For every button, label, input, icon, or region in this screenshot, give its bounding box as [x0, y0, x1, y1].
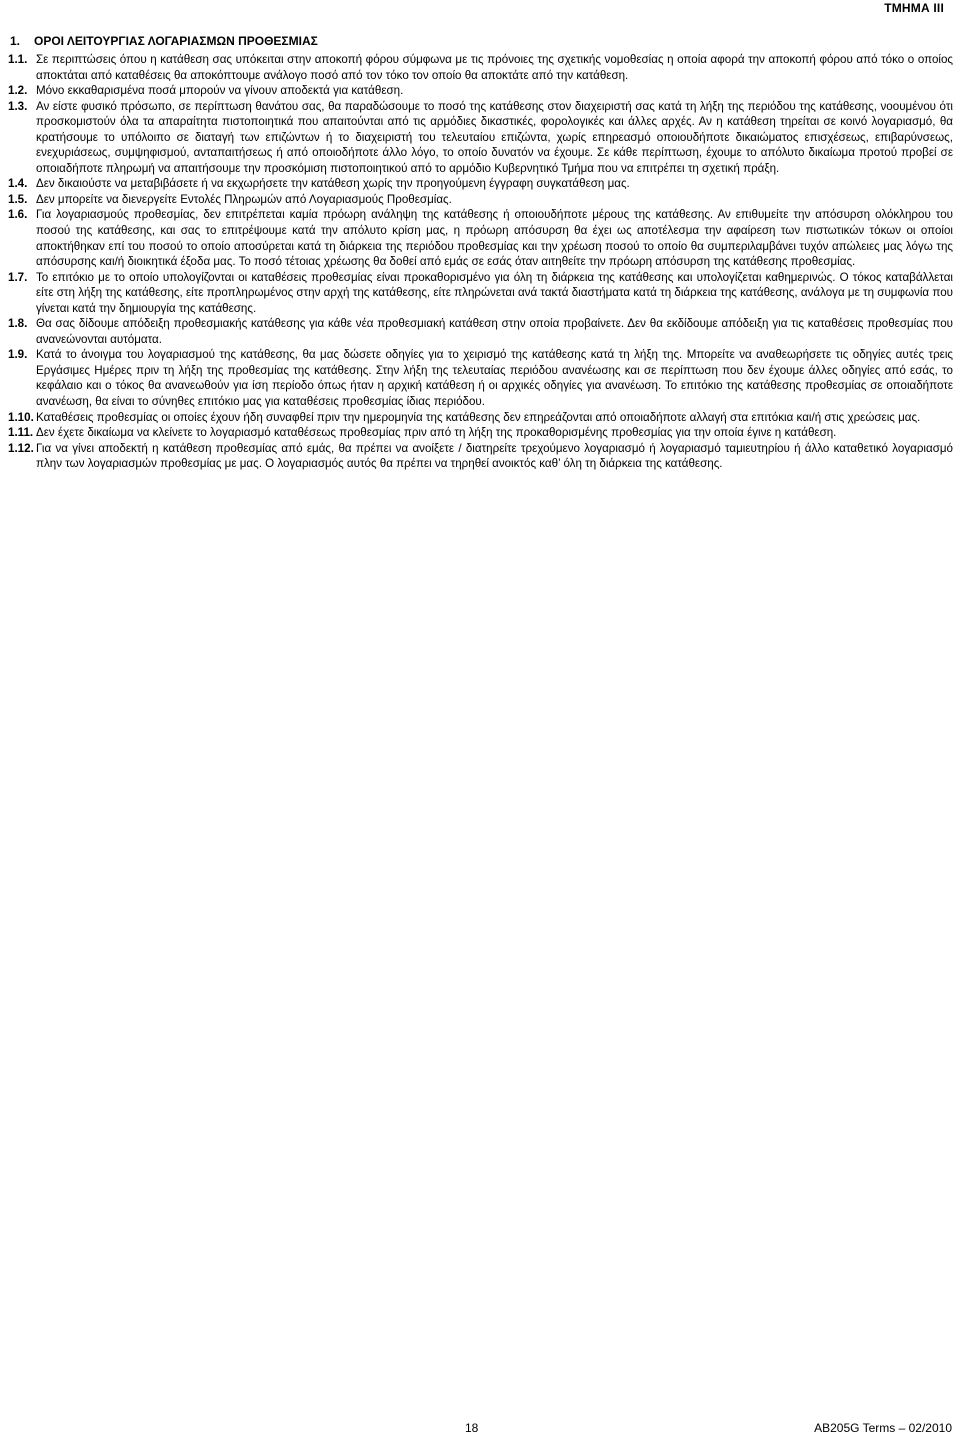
clause-number: 1.1.	[8, 53, 28, 66]
clause-1-11	[8, 425, 953, 441]
clause-number: 1.5.	[8, 192, 28, 206]
clause-text: Για να γίνει αποδεκτή η κατάθεση προθεσμίας από εμάς, θα πρέπει να ανοίξετε / διατηρείτε τρεχούμενο λογαριασμό ή λογαριασμό ταμιευτηρίου ή άλλο καταθετικό λογαριασμό πλην των λογαριασμών προθεσμίας με μας. Ο λογαριασμός αυτός θα πρέπει να τηρηθεί ανοικτός καθ’ όλη τη διάρκεια της κατάθεσης.	[36, 441, 953, 471]
clause-number: 1.6.	[8, 208, 28, 222]
document-id: AB205G Terms – 02/2010	[814, 1421, 952, 1435]
page-number: 18	[465, 1421, 479, 1435]
clause-text: Μόνο εκκαθαρισμένα ποσά μπορούν να γίνουν αποδεκτά για κατάθεση.	[36, 84, 404, 98]
clause-number: 1.11.	[8, 426, 34, 440]
clause-1-12	[8, 441, 953, 472]
section-label: ΤΜΗΜΑ III	[884, 1, 944, 15]
section-heading	[10, 34, 318, 48]
clause-number: 1.2.	[8, 84, 28, 98]
clause-text: Δεν δικαιούστε να μεταβιβάσετε ή να εκχωρήσετε την κατάθεση χωρίς την προηγούμενη έγγραφη συγκατάθεση μας.	[36, 177, 630, 191]
clause-text: Για λογαριασμούς προθεσμίας, δεν επιτρέπεται καμία πρόωρη ανάληψη της κατάθεσης ή οποιουδήποτε μέρους της κατάθεσης. Αν επιθυμείτε την απόσυρση ολόκληρου του ποσού της κατάθεσης, και σας το επιτρέψουμε κατά την απόλυτο κρίση μας, η πρόωρη απόσυρση θα έχει ως αποτέλεσμα την αφαίρεση των πιστωτικών τόκων οι οποίοι αποκτήθηκαν επί του ποσού το οποίο αποσύρεται κατά τη διάρκεια της περιόδου προθεσμίας και την χρέωση ποσού το οποίο θα συμπεριλαμβάνει τυχόν απώλειες μας λόγω της απόσυρσης και/ή διοικητικά έξοδα μας. Το ποσό τέτοιας χρέωσης θα δοθεί από εμάς σε εσάς όταν αιτηθείτε την πρόωρη απόσυρση της κατάθεσης προθεσμίας.	[36, 208, 953, 269]
clause-number: 1.8.	[8, 317, 28, 331]
clause-text: Δεν μπορείτε να διενεργείτε Εντολές Πληρωμών από Λογαριασμούς Προθεσμίας.	[36, 192, 452, 206]
clause-1-6	[8, 207, 953, 269]
clause-number: 1.10.	[8, 410, 34, 424]
clause-1-9	[8, 347, 953, 409]
heading-title: ΟΡΟΙ ΛΕΙΤΟΥΡΓΙΑΣ ΛΟΓΑΡΙΑΣΜΩΝ ΠΡΟΘΕΣΜΙΑΣ	[34, 34, 318, 48]
clause-text: Σε περιπτώσεις όπου η κατάθεση σας υπόκειται στην αποκοπή φόρου σύμφωνα με τις πρόνοιες της σχετικής νομοθεσίας η οποία αφορά την αποκοπή φόρου από τόκο ο οποίος αποκτάται από καταθέσεις θα αποκόπτουμε ανάλογο ποσό από τον τόκο τον οποίο θα αποκτάτε από την κατάθεση.	[36, 53, 953, 82]
clause-number: 1.9.	[8, 348, 28, 362]
clause-1-7	[8, 270, 953, 317]
clause-number: 1.12.	[8, 441, 34, 455]
heading-number: 1.	[10, 34, 21, 48]
clause-1-8	[8, 316, 953, 347]
clause-text: Κατά το άνοιγμα του λογαριασμού της κατάθεσης, θα μας δώσετε οδηγίες για το χειρισμό της κατάθεσης κατά τη λήξη της. Μπορείτε να αναθεωρήσετε τις οδηγίες αυτές τρεις Εργάσιμες Ημέρες πριν τη λήξη της προθεσμίας της κατάθεσης. Στην λήξη της τελευταίας περιόδου ανανέωσης και σε περίπτωση που δεν έχουμε άλλες οδηγίες από εσάς, το κεφάλαιο και ο τόκος θα ανανεωθούν για ίση περίοδο όπως ήταν η αρχική κατάθεση ή οι αρχικές οδηγίες για ανανέωση. Το επιτόκιο της κατάθεσης προθεσμίας σε οποιαδήποτε ανανέωση, θα είναι το σύνηθες επιτόκιο μας για καταθέσεις προθεσμίας ίδιας περιόδου.	[36, 348, 953, 409]
clauses-list	[8, 52, 953, 472]
clause-1-4	[8, 176, 953, 192]
clause-1-2	[8, 83, 953, 99]
clause-1-10	[8, 410, 953, 426]
clause-1-3	[8, 99, 953, 177]
clause-number: 1.7.	[8, 270, 28, 284]
clause-text: Καταθέσεις προθεσμίας οι οποίες έχουν ήδη συναφθεί πριν την ημερομηνία της κατάθεσης δεν επηρεάζονται από οποιαδήποτε αλλαγή στα επιτόκια και/ή στις χρεώσεις μας.	[36, 410, 921, 424]
clause-1-5	[8, 192, 953, 208]
clause-number: 1.3.	[8, 99, 28, 113]
clause-text: Το επιτόκιο με το οποίο υπολογίζονται οι καταθέσεις προθεσμίας είναι προκαθορισμένο για όλη τη διάρκεια της κατάθεσης και υπολογίζεται καθημερινώς. Ο τόκος καταβάλλεται είτε στη λήξη της κατάθεσης, είτε προπληρωμένος στην αρχή της κατάθεσης, είτε πληρώνεται ανά τακτά διαστήματα κατά τη διάρκεια της κατάθεσης, ανάλογα με τη συμφωνία που γίνεται κατά την δημιουργία της κατάθεσης.	[36, 270, 953, 315]
page-footer	[0, 1421, 960, 1437]
clause-text: Αν είστε φυσικό πρόσωπο, σε περίπτωση θανάτου σας, θα παραδώσουμε το ποσό της κατάθεσης στον διαχειριστή σας κατά τη λήξη της περιόδου της κατάθεσης, νοουμένου ότι προσκομιστούν όλα τα απαραίτητα πιστοποιητικά που απαιτούνται από τις αρμόδιες δικαστικές, φορολογικές και άλλες αρχές. Αν η κατάθεση τηρείται σε κοινό λογαριασμό, θα κρατήσουμε το υπόλοιπο σε διαταγή των επιζώντων ή το διαχειριστή του τελευταίου επιζώντα, χωρίς επηρεασμό οποιουδήποτε δικαιώματος επισχέσεως, επιβαρύνσεως, ενεχυριάσεως, συμψηφισμού, ανταπαιτήσεως ή από οποιοδήποτε άλλο λόγο, το οποίο δυνατόν να έχουμε. Σε κάθε περίπτωση, έχουμε το απόλυτο δικαίωμα προτού προβεί σε οποιαδήποτε πληρωμή να απαιτήσουμε την προσκόμιση πιστοποιητικού από το αρμόδιο Κυβερνητικό Τμήμα που να επιτρέπει τη σχετική πράξη.	[36, 99, 953, 175]
clause-text: Θα σας δίδουμε απόδειξη προθεσμιακής κατάθεσης για κάθε νέα προθεσμιακή κατάθεση στην οποία προβαίνετε. Δεν θα εκδίδουμε απόδειξη για τις καταθέσεις προθεσμίας που ανανεώνονται αυτόματα.	[36, 317, 953, 346]
clause-text: Δεν έχετε δικαίωμα να κλείνετε το λογαριασμό καταθέσεως προθεσμίας πριν από τη λήξη της προκαθορισμένης προθεσμίας για την οποία έγινε η κατάθεση.	[36, 426, 837, 440]
clause-number: 1.4.	[8, 177, 28, 191]
clause-1-1	[8, 52, 953, 83]
